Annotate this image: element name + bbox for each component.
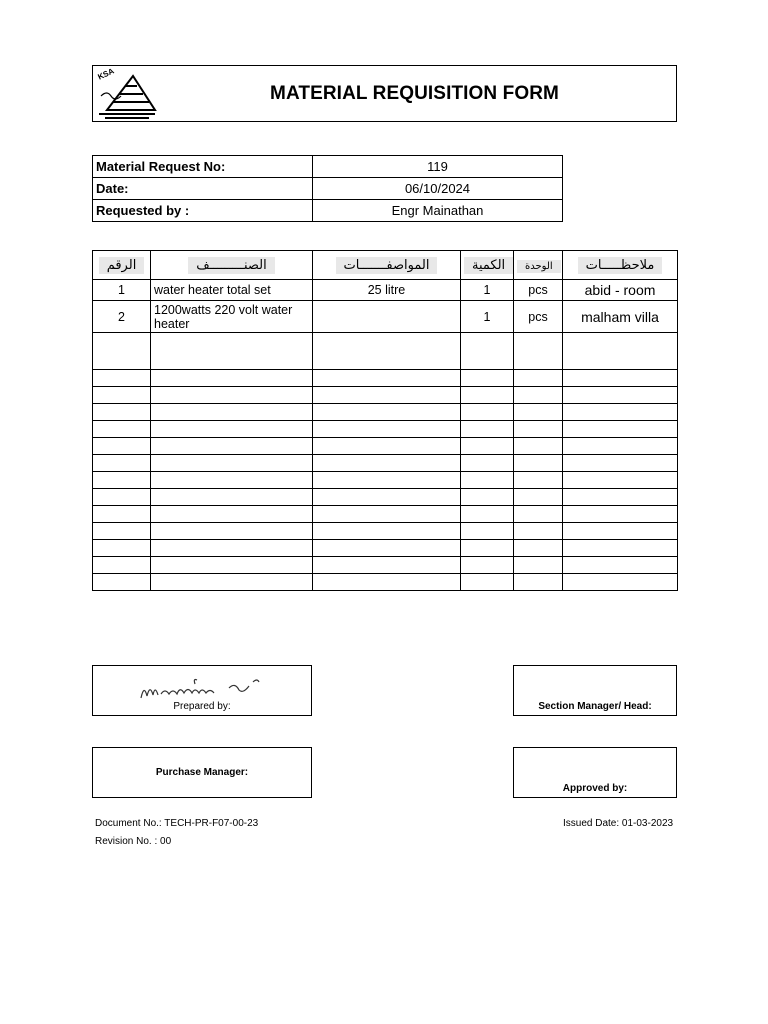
requested-by-row bbox=[93, 200, 563, 222]
empty-row bbox=[93, 489, 678, 506]
empty-row bbox=[93, 387, 678, 404]
row-qty: 1 bbox=[461, 280, 514, 301]
date-row bbox=[93, 178, 563, 200]
form-title: MATERIAL REQUISITION FORM bbox=[270, 83, 559, 104]
section-manager-box bbox=[513, 665, 677, 716]
date-value: 06/10/2024 bbox=[313, 178, 563, 200]
document-number: Document No.: TECH-PR-F07-00-23 bbox=[95, 818, 259, 829]
items-table bbox=[92, 250, 678, 591]
empty-row bbox=[93, 523, 678, 540]
requested-by-label: Requested by : bbox=[93, 200, 313, 222]
request-no-value: 119 bbox=[313, 156, 563, 178]
header-qty-label: الكمية bbox=[464, 257, 513, 274]
header-remarks bbox=[563, 251, 678, 280]
header-qty bbox=[461, 251, 514, 280]
handwritten-signature bbox=[137, 672, 267, 702]
date-label: Date: bbox=[93, 178, 313, 200]
request-no-label: Material Request No: bbox=[93, 156, 313, 178]
empty-row bbox=[93, 333, 678, 370]
row-remarks: abid - room bbox=[563, 280, 678, 301]
row-qty: 1 bbox=[461, 301, 514, 333]
header-unit bbox=[514, 251, 563, 280]
prepared-by-label: Prepared by: bbox=[173, 701, 231, 712]
issued-date: Issued Date: 01-03-2023 bbox=[563, 818, 674, 829]
table-row bbox=[93, 280, 678, 301]
header-unit-label: الوحدة bbox=[517, 260, 561, 273]
empty-row bbox=[93, 438, 678, 455]
purchase-manager-label: Purchase Manager: bbox=[155, 767, 249, 778]
empty-row bbox=[93, 421, 678, 438]
header-spec-label: المواصفـــــــات bbox=[336, 257, 438, 274]
empty-row bbox=[93, 506, 678, 523]
header-item-label: الصنـــــــــف bbox=[188, 257, 275, 274]
row-item: water heater total set bbox=[151, 280, 313, 301]
empty-row bbox=[93, 404, 678, 421]
approved-by-label: Approved by: bbox=[562, 783, 628, 794]
form-header bbox=[92, 65, 677, 122]
row-item: 1200watts 220 volt water heater bbox=[151, 301, 313, 333]
header-spec bbox=[313, 251, 461, 280]
section-manager-label: Section Manager/ Head: bbox=[538, 701, 652, 712]
empty-row bbox=[93, 370, 678, 387]
empty-row bbox=[93, 557, 678, 574]
row-no: 1 bbox=[93, 280, 151, 301]
header-no bbox=[93, 251, 151, 280]
request-info-table bbox=[92, 155, 563, 222]
table-row bbox=[93, 301, 678, 333]
logo-text: KSA bbox=[96, 66, 116, 82]
empty-row bbox=[93, 472, 678, 489]
purchase-manager-box bbox=[92, 747, 312, 798]
approved-by-box bbox=[513, 747, 677, 798]
company-logo bbox=[93, 66, 161, 121]
row-remarks: malham villa bbox=[563, 301, 678, 333]
empty-row bbox=[93, 574, 678, 591]
prepared-by-box bbox=[92, 665, 312, 716]
row-unit: pcs bbox=[514, 280, 563, 301]
header-no-label: الرقم bbox=[99, 257, 145, 274]
row-no: 2 bbox=[93, 301, 151, 333]
empty-row bbox=[93, 455, 678, 472]
row-spec: 25 litre bbox=[313, 280, 461, 301]
request-no-row bbox=[93, 156, 563, 178]
items-header-row bbox=[93, 251, 678, 280]
requested-by-value: Engr Mainathan bbox=[313, 200, 563, 222]
revision-number: Revision No. : 00 bbox=[95, 836, 172, 847]
empty-row bbox=[93, 540, 678, 557]
header-remarks-label: ملاحظـــــات bbox=[578, 257, 663, 274]
header-item bbox=[151, 251, 313, 280]
row-unit: pcs bbox=[514, 301, 563, 333]
row-spec bbox=[313, 301, 461, 333]
